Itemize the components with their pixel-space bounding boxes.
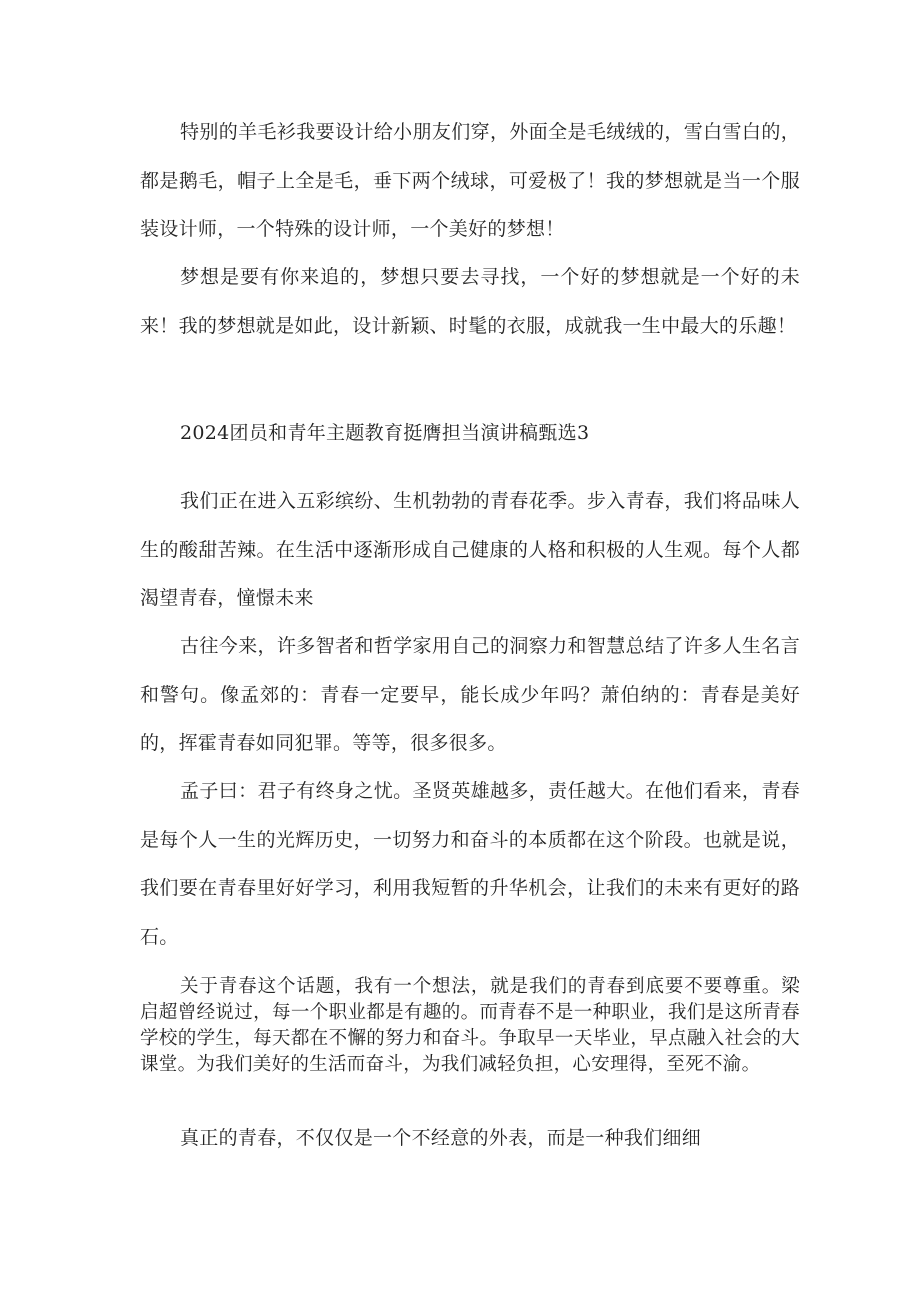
paragraph-sweater-design: 特别的羊毛衫我要设计给小朋友们穿，外面全是毛绒绒的，雪白雪白的，都是鹅毛，帽子上全是毛，垂下两个绒球，可爱极了！我的梦想就是当一个服装设计师，一个特殊的设计师，一个美好的梦想！: [140, 121, 800, 240]
paragraph-dream-future: 梦想是要有你来追的，梦想只要去寻找，一个好的梦想就是一个好的未来！我的梦想就是如此，设计新颖、时髦的衣服，成就我一生中最大的乐趣！: [140, 266, 800, 337]
paragraph-respect-youth: 关于青春这个话题，我有一个想法，就是我们的青春到底要不要尊重。梁启超曾经说过，每一个职业都是有趣的。而青春不是一种职业，我们是这所青春学校的学生，每天都在不懈的努力和奋斗。争取早一天毕业，早点融入社会的大课堂。为我们美好的生活而奋斗，为我们减轻负担，心安理得，至死不渝。: [140, 976, 800, 1075]
paragraph-true-youth: 真正的青春，不仅仅是一个不经意的外表，而是一种我们细细: [180, 1127, 702, 1149]
paragraph-sages-quotes: 古往今来，许多智者和哲学家用自己的洞察力和智慧总结了许多人生名言和警句。像孟郊的：青春一定要早，能长成少年吗？萧伯纳的：青春是美好的，挥霍青春如同犯罪。等等，很多很多。: [140, 635, 800, 754]
paragraph-mencius: 孟子曰：君子有终身之忧。圣贤英雄越多，责任越大。在他们看来，青春是每个人一生的光辉历史，一切努力和奋斗的本质都在这个阶段。也就是说，我们要在青春里好好学习，利用我短暂的升华机会，让我们的未来有更好的路石。: [140, 780, 800, 948]
section-title: 2024团员和青年主题教育挺膺担当演讲稿甄选3: [180, 422, 590, 444]
paragraph-youth-season: 我们正在进入五彩缤纷、生机勃勃的青春花季。步入青春，我们将品味人生的酸甜苦辣。在生活中逐渐形成自己健康的人格和积极的人生观。每个人都渴望青春，憧憬未来: [140, 490, 800, 609]
